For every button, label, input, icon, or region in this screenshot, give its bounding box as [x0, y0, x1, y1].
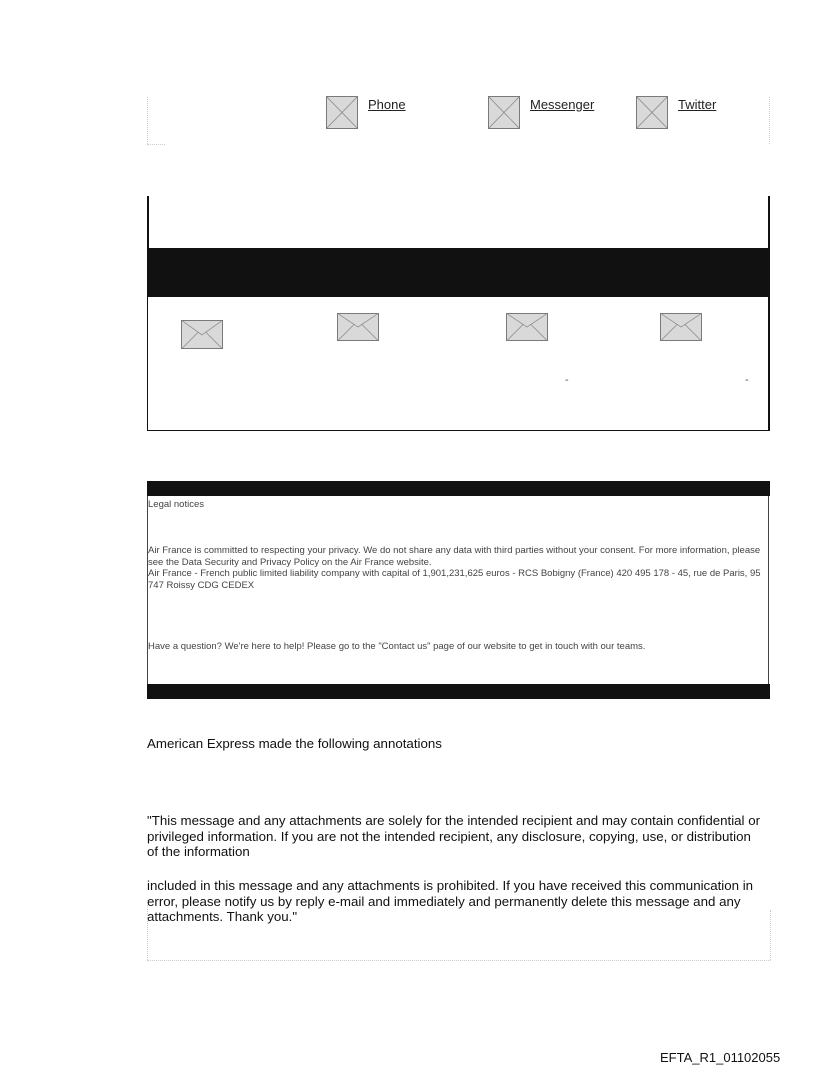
frame-bottom-border	[147, 430, 770, 431]
mail-icon-4[interactable]	[660, 313, 702, 341]
amex-bottom-border	[147, 960, 771, 961]
amex-paragraph-2: included in this message and any attachments is prohibited. If you have received this communication in error, please notify us by reply e-mail and immediately and permanently delete this message and any attachments. Thank you."	[147, 878, 754, 924]
top-right-border	[769, 97, 770, 144]
document-id: EFTA_R1_01102055	[660, 1050, 781, 1065]
phone-icon[interactable]	[326, 96, 358, 129]
legal-company-text: Air France - French public limited liability company with capital of 1,901,231,625 euros - RCS Bobigny (France) 420 495 178 - 45, rue de Paris, 95 747 Roissy CDG CEDEX	[148, 568, 761, 591]
amex-left-border	[147, 900, 148, 960]
dash-mark-2: -	[745, 374, 749, 386]
phone-link[interactable]: Phone	[368, 97, 406, 112]
frame-left-upper	[147, 196, 149, 248]
legal-help-text: Have a question? We're here to help! Please go to the "Contact us" page of our website to get in touch with our teams.	[148, 641, 646, 652]
amex-paragraph-1: "This message and any attachments are solely for the intended recipient and may contain confidential or privileged information. If you are not the intended recipient, any disclosure, copying, use, or distribution of the information	[147, 813, 761, 859]
frame-left-lower	[147, 297, 148, 431]
mail-icon-2[interactable]	[337, 313, 379, 341]
top-left-border	[147, 97, 148, 144]
frame-right-upper	[768, 196, 770, 248]
legal-bottom-bar	[147, 684, 770, 699]
mail-icon-1[interactable]	[181, 320, 223, 349]
twitter-icon[interactable]	[636, 96, 668, 129]
legal-privacy-text: Air France is committed to respecting your privacy. We do not share any data with third parties without your consent. For more information, please see the Data Security and Privacy Policy on the Air France website.	[148, 545, 761, 568]
messenger-link[interactable]: Messenger	[530, 97, 595, 112]
mail-icon-3[interactable]	[506, 313, 548, 341]
banner-bar	[147, 248, 770, 297]
amex-right-border	[770, 910, 771, 960]
amex-heading: American Express made the following annotations	[147, 736, 442, 751]
dash-mark-1: -	[565, 374, 569, 386]
legal-heading: Legal notices	[148, 499, 204, 510]
top-left-corner	[147, 144, 165, 145]
messenger-icon[interactable]	[488, 96, 520, 129]
twitter-link[interactable]: Twitter	[678, 97, 717, 112]
legal-top-bar	[147, 481, 770, 496]
frame-right-lower	[768, 297, 770, 431]
